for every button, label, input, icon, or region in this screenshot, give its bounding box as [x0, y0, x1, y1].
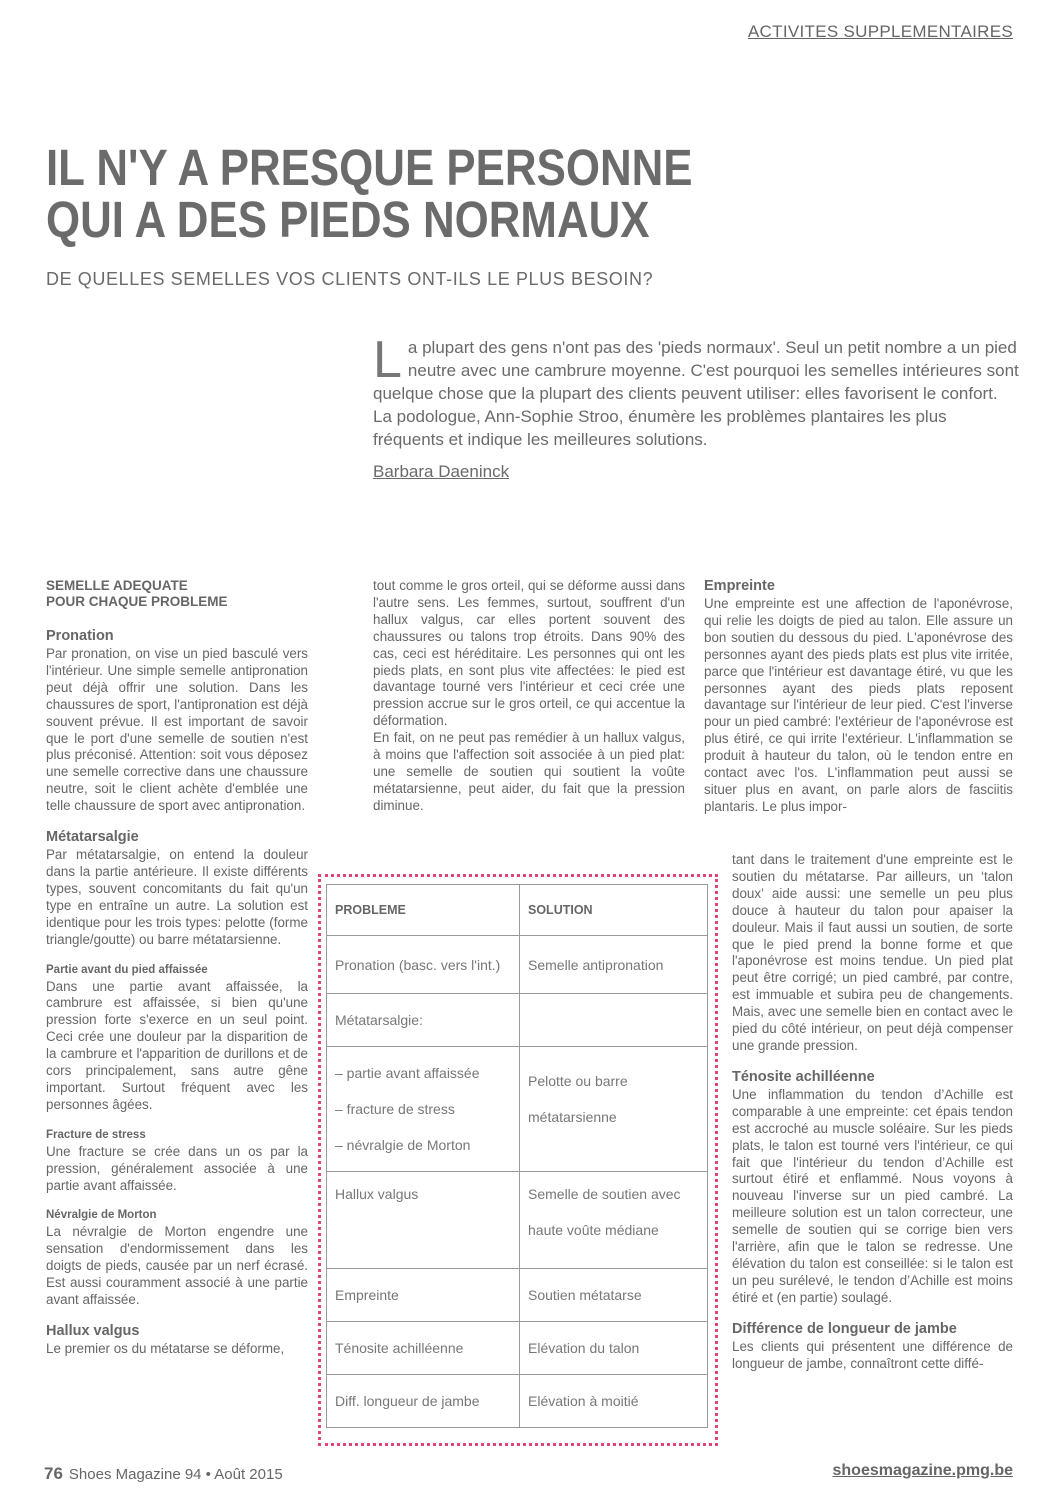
table-row	[327, 994, 708, 1047]
cell-problem: Empreinte	[327, 1269, 520, 1322]
table-row	[327, 1322, 708, 1375]
author-byline: Barbara Daeninck	[373, 462, 510, 481]
title-line-1: IL N'Y A PRESQUE PERSONNE	[46, 139, 693, 196]
cell-solution	[520, 1172, 708, 1269]
cell-line: métatarsienne	[528, 1109, 617, 1125]
cell-line: – fracture de stress	[335, 1101, 455, 1117]
table-header-row	[327, 885, 708, 936]
paragraph-empreinte-1: Une empreinte est une affection de l'aponévrose, qui relie les doigts de pied au talon. Elle assure un bon soutien du dessous du pied. L'aponévrose des personnes ayant des pieds plats est plus vite irritée, parce que l'intérieur est davantage étiré, vu que les personnes ayant des pieds plats reposent davantage sur l'intérieur de leur pied. C'est l'inverse pour un pied cambré: l'extérieur de l'aponévrose est plus étiré, ce qui irrite l'extérieur. L'inflammation se produit à hauteur du talon, où le tendon entre en contact avec l'os. L'inflammation peut aussi se situer plus en avant, on parle alors de fasciitis plantaris. Le plus impor-	[704, 596, 1013, 814]
cell-solution: Elévation à moitié	[520, 1375, 708, 1428]
cell-line: – névralgie de Morton	[335, 1137, 471, 1153]
table-row	[327, 1172, 708, 1269]
heading-pronation: Pronation	[46, 628, 114, 644]
paragraph-partie-avant: Dans une partie avant affaissée, la cambrure est affaissée, si bien qu'une pression forte s'exerce en un seul point. Ceci crée une douleur par la disparition de la cambrure et l'apparition de durillons et de cors principalement, sans autre gêne important. Surtout fréquent avec les personnes âgées.	[46, 978, 308, 1112]
article-title	[46, 139, 693, 248]
heading-partie-avant: Partie avant du pied affaissée	[46, 963, 208, 976]
page-number: 76	[44, 1464, 63, 1483]
section-heading-line-2: POUR CHAQUE PROBLEME	[46, 594, 228, 609]
cell-problem: Métatarsalgie:	[327, 994, 520, 1047]
cell-line: – partie avant affaissée	[335, 1065, 480, 1081]
footer-url-link[interactable]: shoesmagazine.pmg.be	[832, 1462, 1013, 1479]
cell-line: Semelle de soutien avec	[528, 1186, 681, 1202]
cell-solution	[520, 1047, 708, 1172]
header-problem: PROBLEME	[327, 885, 520, 936]
article-intro	[373, 331, 1021, 451]
cell-problem: Hallux valgus	[327, 1172, 520, 1269]
title-line-2: QUI A DES PIEDS NORMAUX	[46, 191, 650, 248]
cell-solution: Soutien métatarse	[520, 1269, 708, 1322]
footer-folio	[44, 1464, 283, 1484]
section-heading-line-1: SEMELLE ADEQUATE	[46, 578, 188, 593]
heading-hallux: Hallux valgus	[46, 1323, 140, 1339]
column-3	[704, 578, 1013, 816]
heading-difference-jambe: Différence de longueur de jambe	[732, 1320, 957, 1337]
table-row	[327, 1047, 708, 1172]
heading-morton: Névralgie de Morton	[46, 1209, 157, 1222]
cell-line: haute voûte médiane	[528, 1222, 659, 1238]
cell-problem: Diff. longueur de jambe	[327, 1375, 520, 1428]
section-tag: ACTIVITES SUPPLEMENTAIRES	[747, 22, 1013, 41]
table-row	[327, 1375, 708, 1428]
cell-problem	[327, 1047, 520, 1172]
paragraph-hallux-cont: tout comme le gros orteil, qui se déforme aussi dans l'autre sens. Les femmes, surtout, souffrent d'un hallux valgus, car elles portent souvent des chaussures ou talons trop étroits. Dans 90% des cas, ceci est héréditaire. Les personnes qui ont les pieds plats, en sont plus vite affectées: le pied est davantage tourné vers l'intérieur et ceci crée une pression accrue sur le gros orteil, ce qui accentue la déformation.	[373, 578, 685, 729]
cell-problem: Ténosite achilléenne	[327, 1322, 520, 1375]
cell-solution: Semelle antipronation	[520, 936, 708, 994]
article-subtitle: DE QUELLES SEMELLES VOS CLIENTS ONT-ILS LE PLUS BESOIN?	[46, 269, 654, 289]
heading-metatarsalgie: Métatarsalgie	[46, 829, 139, 846]
cell-solution	[520, 994, 708, 1047]
cell-problem: Pronation (basc. vers l'int.)	[327, 936, 520, 994]
paragraph-tenosite: Une inflammation du tendon d’Achille est comparable à une empreinte: cet épais tendon est accroché au muscle soléaire. Sur les pieds plats, le talon est tourné vers l'intérieur, ce qui fait que l'intérieur du tendon d’Achille est surtout étiré et enflammé. Nous voyons à nouveau l'inverse sur un pied cambré. La meilleure solution est un talon correcteur, une semelle de soutien qui se corrige bien vers l'arrière, afin que le talon se redresse. Une élévation du talon est conseillée: si le talon est un peu surélevé, le tendon d’Achille est moins étiré et (en partie) soulagé.	[732, 1086, 1013, 1305]
table-row	[327, 936, 708, 994]
column-3-lower	[732, 852, 1013, 1372]
paragraph-hallux-remedy: En fait, on ne peut pas remédier à un hallux valgus, à moins que l'affection soit associée à un pied plat: une semelle de soutien qui soutient la voûte métatarsienne, peut aider, du fait que la pression diminue.	[373, 730, 685, 813]
section-heading	[46, 578, 308, 610]
header-solution: SOLUTION	[520, 885, 708, 936]
paragraph-pronation: Par pronation, on vise un pied basculé vers l'intérieur. Une simple semelle antipronation peut déjà offrir une solution. Dans les chaussures de sport, l'antipronation est déjà souvent prévue. Il est important de savoir que le port d'une semelle de soutien n'est plus préconisé. Attention: soit vous déposez une semelle corrective dans une chaussure neutre, soit le client achète d'emblée une telle chaussure de sport avec antipronation.	[46, 646, 308, 814]
paragraph-metatarsalgie: Par métatarsalgie, on entend la douleur dans la partie antérieure. Il existe différents types, souvent concomitants du fait qu'un type en entraîne un autre. La solution est identique pour les trois types: pelotte (forme triangle/goutte) ou barre métatarsienne.	[46, 847, 308, 947]
paragraph-hallux: Le premier os du métatarse se déforme,	[46, 1341, 285, 1356]
cell-line: Pelotte ou barre	[528, 1073, 628, 1089]
paragraph-empreinte-2: tant dans le traitement d'une empreinte est le soutien du métatarse. Par ailleurs, un ‘talon doux’ aide aussi: une semelle un peu plus douce à hauteur du talon pour apaiser la douleur. Mais il faut aussi un soutien, de sorte que le pied prend la bonne forme et que l'aponévrose est moins tendue. Un pied plat peut être corrigé; un pied cambré, par contre, est immuable et subira peu de changements. Mais, avec une semelle bien en contact avec le pied du côté intérieur, on peut déjà compenser une grande pression.	[732, 852, 1013, 1053]
intro-dropcap: L	[373, 331, 402, 389]
heading-empreinte: Empreinte	[704, 578, 775, 594]
intro-text: a plupart des gens n'ont pas des 'pieds normaux'. Seul un petit nombre a un pied neutre avec une cambrure moyenne. C'est pourquoi les semelles intérieures sont quelque chose que la plupart des clients peuvent utiliser: elles favorisent le confort. La podologue, Ann-Sophie Stroo, énumère les problèmes plantaires les plus fréquents et indique les meilleures solutions.	[373, 338, 1019, 449]
paragraph-morton: La névralgie de Morton engendre une sensation d'endormissement dans les doigts de pieds, causée par un nerf écrasé. Est aussi couramment associé à une partie avant affaissée.	[46, 1224, 308, 1308]
column-2	[373, 578, 685, 815]
cell-solution: Elévation du talon	[520, 1322, 708, 1375]
column-1	[46, 578, 308, 1358]
paragraph-fracture-stress: Une fracture se crée dans un os par la pression, généralement associée à une partie avant affaissée.	[46, 1143, 308, 1193]
magazine-issue: Shoes Magazine 94 • Août 2015	[68, 1466, 283, 1483]
heading-tenosite: Ténosite achilléenne	[732, 1068, 875, 1085]
heading-fracture-stress: Fracture de stress	[46, 1128, 146, 1141]
paragraph-difference-jambe: Les clients qui présentent une différence de longueur de jambe, connaîtront cette diffé-	[732, 1338, 1013, 1371]
problem-solution-table	[326, 884, 708, 1428]
table-row	[327, 1269, 708, 1322]
